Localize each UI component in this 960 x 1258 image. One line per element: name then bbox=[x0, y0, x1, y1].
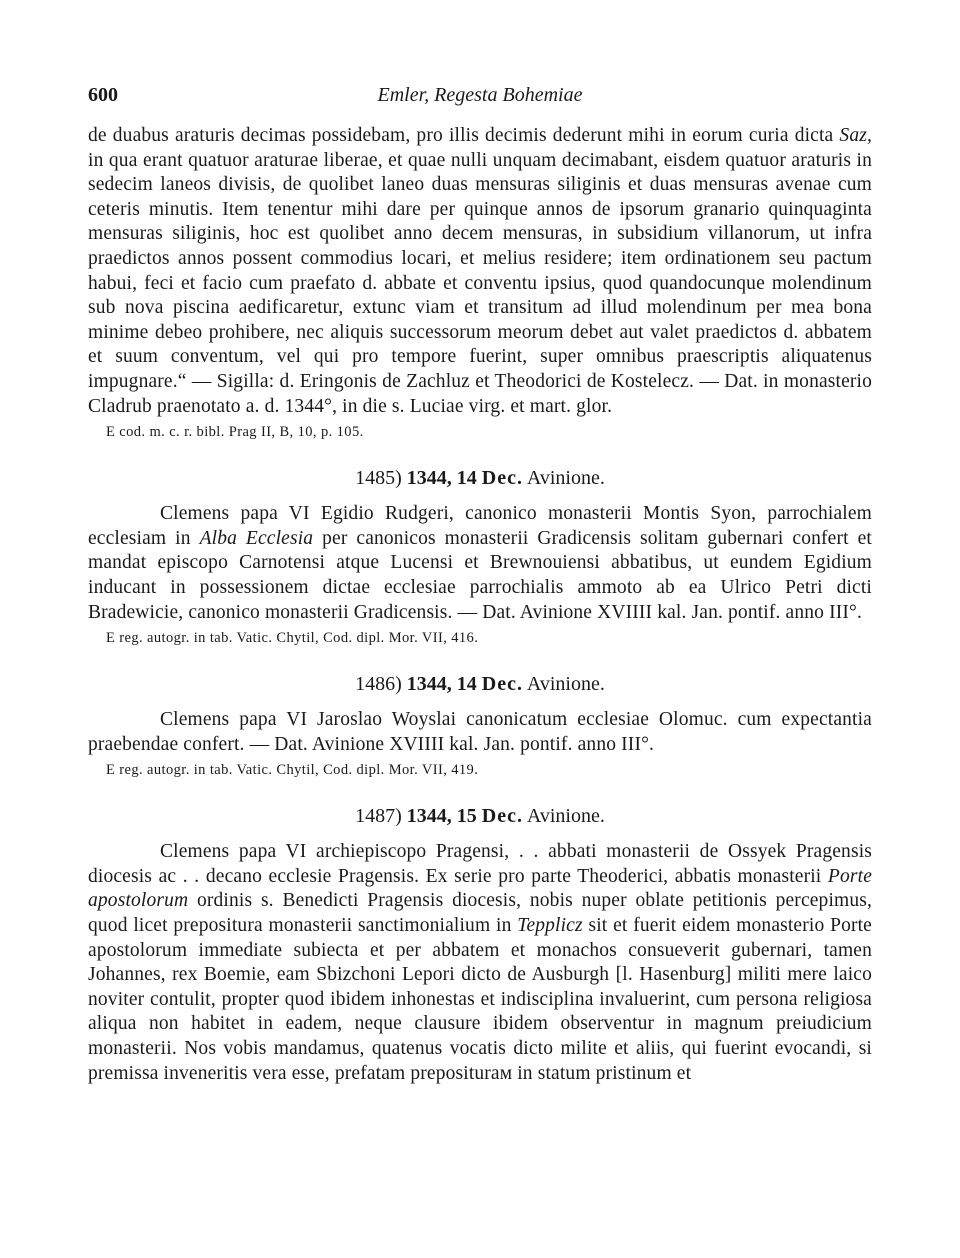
entry-month: Dec. bbox=[481, 673, 523, 696]
entry-number: 1486) bbox=[355, 673, 402, 696]
entry-date: 1344, 14 bbox=[406, 673, 477, 696]
place-name: Saz, bbox=[839, 125, 872, 146]
running-title: Emler, Regesta Bohemiae bbox=[377, 84, 583, 106]
entry-text-1486: Clemens papa VI Jaroslao Woyslai canonicatum ecclesiae Olomuc. cum expectantia praebendae confert. — Dat. Avinione XVIIII kal. Jan. pontif. anno III°. bbox=[88, 709, 872, 755]
source-citation: E cod. m. c. r. bibl. Prag II, B, 10, p. 105. bbox=[106, 424, 364, 441]
source-citation: E reg. autogr. in tab. Vatic. Chytil, Cod. dipl. Mor. VII, 419. bbox=[106, 762, 479, 779]
entry-heading-1485 bbox=[88, 467, 872, 490]
place-name: Tepplicz bbox=[517, 915, 583, 937]
entry-text-1485: Clemens papa VI Egidio Rudgeri, canonico monasterii Montis Syon, parrochialem ecclesiam in Alba Ecclesia per canonicos monasterii Gradicensis solitam gubernari confert et mandat episcopo Carnotensi atque Lucensi et Brewnouiensi abbatibus, ut eundem Egidium inducant in possessionem dictae ecclesiae parrochialis ammoto ab ea Ulrico Petri dicti Bradewicie, canonico monasterii Gradicensis. — Dat. Avinione XVIIII kal. Jan. pontif. anno III°. bbox=[88, 503, 872, 623]
entry-text-1487: Clemens papa VI archiepiscopo Pragensi, . . abbati monasterii de Ossyek Pragensis diocesis ac . . decano ecclesie Pragensis. Ex serie pro parte Theoderici, abbatis monasterii Porte apostolorum ordinis s. Benedicti Pragensis diocesis, nobis nuper oblate petitionis percepimus, quod licet prepositura monasterii sanctimonialium in Tepplicz sit et fuerit eidem monasterio Porte apostolorum immediate subiecta et per abbatem et monachos consueverit gubernari, tamen Johannes, rex Boemie, eam Sbizchoni Lepori dicto de Ausburgh [l. Hasenburg] militi mere laico noviter contulit, propter quod ibidem inhonestas et indisciplina invaluerint, cum persona religiosa aliqua non habitet in eadem, neque clausure ibidem observentur in magnum preiudicium monasterii. Nos vobis mandamus, quatenus vocatis dicto milite et aliis, qui fuerint evocandi, si premissa inveneritis vera esse, prefatam prepositurам in statum pristinum et bbox=[88, 841, 872, 1084]
entry-date: 1344, 14 bbox=[406, 467, 477, 490]
page-header bbox=[88, 84, 872, 110]
entry-month: Dec. bbox=[481, 467, 523, 490]
entry-number: 1485) bbox=[355, 467, 402, 490]
place-name: Porte apostolorum bbox=[88, 865, 872, 912]
entry-month: Dec. bbox=[481, 805, 523, 828]
entry-heading-1486 bbox=[88, 673, 872, 696]
entry-date: 1344, 15 bbox=[406, 805, 477, 828]
entry-place: Avinione. bbox=[526, 467, 605, 490]
entry-place: Avinione. bbox=[526, 805, 605, 828]
entry-heading-1487 bbox=[88, 805, 872, 828]
carryover-paragraph: de duabus araturis decimas possidebam, pro illis decimis dederunt mihi in eorum curia dicta Saz, in qua erant quatuor araturae liberae, et quae nulli unquam decimabant, eisdem quatuor araturis in sedecim laneos divisis, de quolibet laneo duas mensuras siliginis et duas mensuras avenae cum ceteris minutis. Item tenentur mihi dare per quinque annos de ipsorum granario quinquaginta mensuras siliginis, hoc est quolibet anno decem mensuras, in subsidium villanorum, ut infra praedictos annos possent commodius locari, et melius residere; item ordinationem seu pactum habui, feci et facio cum praefato d. abbate et conventu ipsius, quod quandocunque molendinum sub nova piscina aedificaretur, extunc viam et transitum ad illud molendinum per mea bona minime debeo prohibere, nec aliquis successorum meorum debet aut valet praedictos d. abbatem et suum conventum, vel qui pro tempore fuerint, super omnibus praescriptis aliquatenus impugnare.“ — Sigilla: d. Eringonis de Zachluz et Theodorici de Kostelecz. — Dat. in monasterio Cladrub praenotato a. d. 1344°, in die s. Luciae virg. et mart. glor. bbox=[88, 125, 872, 417]
entry-number: 1487) bbox=[355, 805, 402, 828]
document-page bbox=[88, 84, 872, 1086]
place-name: Alba Ecclesia bbox=[199, 527, 314, 549]
page-number: 600 bbox=[88, 84, 118, 106]
source-citation: E reg. autogr. in tab. Vatic. Chytil, Cod. dipl. Mor. VII, 416. bbox=[106, 630, 479, 647]
entry-place: Avinione. bbox=[526, 673, 605, 696]
